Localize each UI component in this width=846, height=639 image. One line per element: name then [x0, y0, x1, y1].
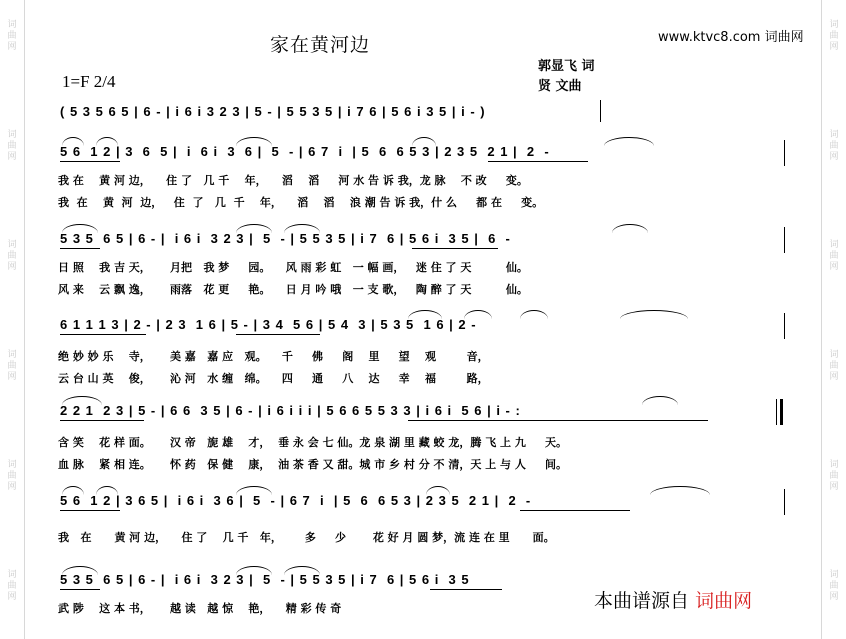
lyric-line-1: 武 陟 这 本 书， 越 读 越 惊 艳， 精 彩 传 奇 — [58, 602, 342, 615]
lyric-line-1: 日 照 我 吉 天， 月把 我 梦 园。 风 雨 彩 虹 一 幅 画， 迷 住 了 天 仙。 — [58, 261, 528, 274]
watermark-char: 曲 — [7, 31, 17, 41]
notation-line: 2 2 1 2 3 | 5 - | 6 6 3 5 | 6 - | i 6 i i i | 5 6 6 5 5 3 3 | i 6 i 5 6 | i - : — [60, 403, 521, 418]
lyric-line-1: 我 在 黄 河 边， 住 了 几 千 年， 多 少 花 好 月 圆 梦，流 连 在 里 面。 — [58, 531, 555, 544]
repeat-bar-thick — [780, 399, 783, 425]
notation-line: 6 1 1 1 3 | 2 - | 2 3 1 6 | 5 - | 3 4 5 6 | 5 4 3 | 5 3 5 1 6 | 2 - — [60, 317, 477, 332]
watermark-char: 词 — [7, 20, 17, 30]
watermark-char: 词 — [829, 130, 839, 140]
note-underline — [236, 334, 320, 335]
note-underline — [412, 248, 498, 249]
watermark-char: 曲 — [7, 251, 17, 261]
watermark-char: 词 — [829, 350, 839, 360]
slur — [642, 396, 678, 405]
watermark-char: 词 — [829, 20, 839, 30]
note-underline — [60, 420, 144, 421]
note-underline — [60, 589, 100, 590]
repeat-bar-thin — [776, 399, 777, 425]
watermark-char: 词 — [7, 130, 17, 140]
lyric-line-2: 云 台 山 英 俊， 沁 河 水 缠 绵。 四 通 八 达 幸 福 路， — [58, 372, 489, 385]
lyric-line-1: 含 笑 花 样 面。 汉 帝 旎 雄 才， 垂 永 会 七 仙。龙 泉 湖 里 藏 蛟 龙，腾 飞 上 九 天。 — [58, 436, 568, 449]
lyric-line-2: 我 在 黄 河 边， 住 了 几 千 年， 滔 滔 浪 潮 告 诉 我，什 么 都 在 变。 — [58, 196, 544, 209]
slur — [620, 310, 688, 319]
watermark-char: 曲 — [829, 141, 839, 151]
source-stamp-brand: 词曲网 — [695, 590, 753, 612]
watermark-char: 曲 — [829, 581, 839, 591]
slur — [604, 137, 654, 146]
watermark-char: 网 — [7, 372, 17, 382]
source-stamp — [590, 586, 756, 613]
notation-line: 5 3 5 6 5 | 6 - | i 6 i 3 2 3 | 5 - | 5 5 3 5 | i 7 6 | 5 6 i 3 5 | 6 - — [60, 231, 511, 246]
bar-line — [784, 227, 785, 253]
watermark-char: 曲 — [7, 361, 17, 371]
note-underline — [60, 161, 120, 162]
watermark-char: 网 — [829, 42, 839, 52]
watermark-char: 曲 — [829, 361, 839, 371]
lyricist-credit: 郭显飞 词 — [538, 59, 595, 74]
slur — [650, 486, 710, 495]
site-url: www.ktvc8.com 词曲网 — [658, 30, 804, 45]
note-underline — [488, 161, 588, 162]
key-signature: 1=F 2/4 — [62, 72, 116, 91]
slur — [520, 310, 548, 319]
watermark-char: 曲 — [829, 31, 839, 41]
watermark-char: 曲 — [7, 471, 17, 481]
notation-line: 5 6 1 2 | 3 6 5 | i 6 i 3 6 | 5 - | 6 7 i | 5 6 6 5 3 | 2 3 5 2 1 | 2 - — [60, 144, 550, 159]
lyric-line-2: 血 脉 紧 相 连。 怀 药 保 健 康， 油 茶 香 又 甜。城 市 乡 村 分 不 清，天 上 与 人 间。 — [58, 458, 568, 471]
song-title: 家在黄河边 — [270, 34, 371, 56]
source-stamp-text: 本曲谱源自 — [594, 590, 690, 612]
bar-line — [784, 489, 785, 515]
watermark-char: 词 — [829, 460, 839, 470]
watermark-char: 网 — [7, 482, 17, 492]
notation-line: 5 6 1 2 | 3 6 5 | i 6 i 3 6 | 5 - | 6 7 i | 5 6 6 5 3 | 2 3 5 2 1 | 2 - — [60, 493, 532, 508]
lyric-line-2: 风 来 云 飘 逸， 雨落 花 更 艳。 日 月 吟 哦 一 支 歌， 陶 醉 了 天 仙。 — [58, 283, 528, 296]
note-underline — [60, 334, 146, 335]
bar-line — [784, 140, 785, 166]
note-underline — [520, 510, 630, 511]
note-underline — [408, 420, 708, 421]
right-page-margin — [821, 0, 846, 639]
watermark-char: 词 — [829, 240, 839, 250]
watermark-char: 词 — [7, 570, 17, 580]
left-page-margin — [0, 0, 25, 639]
watermark-char: 网 — [829, 372, 839, 382]
watermark-char: 网 — [7, 152, 17, 162]
slur — [612, 224, 648, 233]
bar-line — [600, 100, 601, 122]
watermark-char: 曲 — [829, 471, 839, 481]
watermark-char: 词 — [829, 570, 839, 580]
watermark-char: 网 — [829, 152, 839, 162]
lyric-line-1: 绝 妙 妙 乐 寺， 美 嘉 嘉 应 观。 千 佛 阁 里 望 观 音， — [58, 350, 489, 363]
watermark-char: 曲 — [7, 581, 17, 591]
notation-line: 5 3 5 6 5 | 6 - | i 6 i 3 2 3 | 5 - | 5 5 3 5 | i 7 6 | 5 6 i 3 5 — [60, 572, 470, 587]
watermark-char: 网 — [829, 262, 839, 272]
watermark-char: 网 — [7, 262, 17, 272]
watermark-char: 网 — [7, 42, 17, 52]
bar-line — [784, 313, 785, 339]
watermark-char: 词 — [7, 350, 17, 360]
watermark-char: 词 — [7, 240, 17, 250]
intro-notation: ( 5 3 5 6 5 | 6 - | i 6 i 3 2 3 | 5 - | 5 5 3 5 | i 7 6 | 5 6 i 3 5 | i - ) — [60, 104, 486, 119]
watermark-char: 网 — [7, 592, 17, 602]
composer-credit: 贤 文曲 — [538, 79, 582, 94]
watermark-char: 网 — [829, 482, 839, 492]
watermark-char: 网 — [829, 592, 839, 602]
note-underline — [60, 510, 120, 511]
note-underline — [430, 589, 502, 590]
lyric-line-1: 我 在 黄 河 边， 住 了 几 千 年， 滔 滔 河 水 告 诉 我，龙 脉 不 改 变。 — [58, 174, 528, 187]
watermark-char: 曲 — [829, 251, 839, 261]
note-underline — [60, 248, 100, 249]
watermark-char: 曲 — [7, 141, 17, 151]
watermark-char: 词 — [7, 460, 17, 470]
